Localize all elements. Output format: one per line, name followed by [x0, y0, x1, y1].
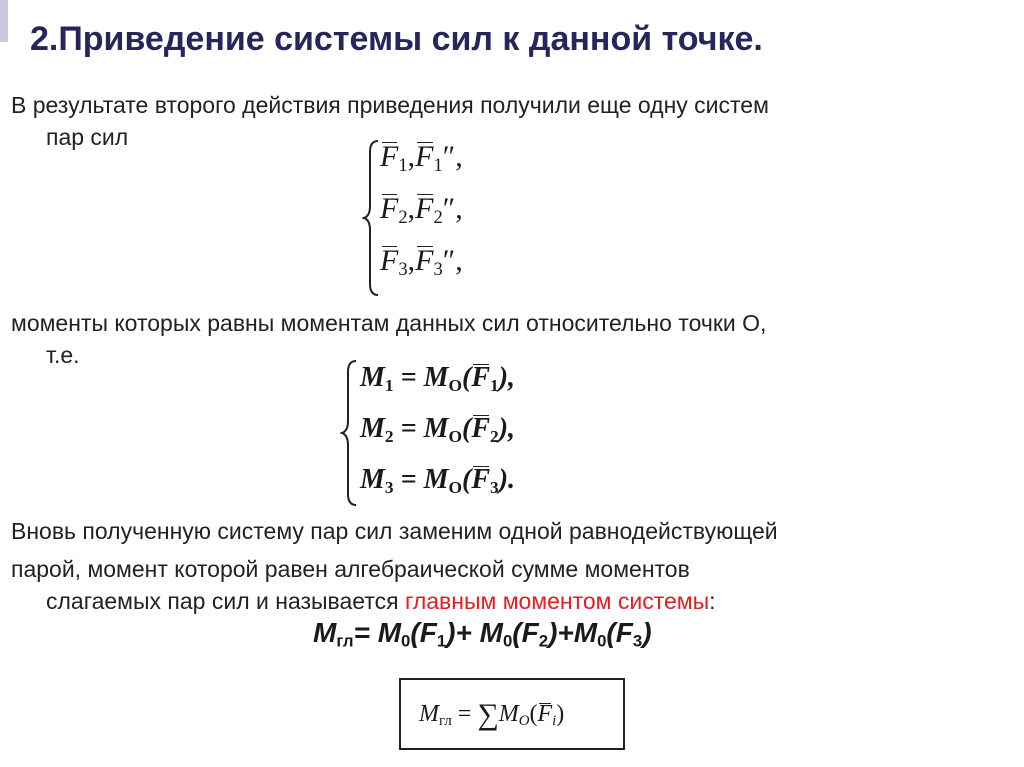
left-brace-icon	[362, 138, 382, 298]
para2-line2: т.е.	[46, 342, 80, 368]
moment-row-3: $M_3 = M_O$( $F_3$).	[360, 464, 516, 497]
para2-line1: моменты которых равны моментам данных сил относительно точки О,	[11, 310, 767, 336]
para3-line1: Вновь полученную систему пар сил заменим одной равнодействующей	[11, 518, 778, 544]
force-pair-row-1: $F_1$, $F_1''$,	[380, 140, 463, 177]
sum-formula: $M_{гл} = \sum M_O$( $F_i$)	[419, 698, 565, 731]
force-pair-row-3: $F_3$, $F_3''$,	[380, 244, 463, 281]
sigma-symbol: ∑	[477, 698, 499, 731]
slide-title: 2.Приведение системы сил к данной точке.	[30, 20, 763, 58]
main-moment-formula: $M_{гл}= M_0(F_1)+ M_0(F_2)+M_0(F_3)$	[313, 617, 652, 651]
main-moment-term: главным моментом системы	[404, 588, 710, 614]
moments-system	[340, 358, 600, 508]
para1-line2: пар сил	[46, 124, 129, 150]
para3-line2: парой, момент которой равен алгебраической сумме моментов	[11, 556, 690, 582]
moment-row-1: $M_1 = M_O$( $F_1$),	[360, 362, 516, 395]
force-pair-row-2: $F_2$, $F_2''$,	[380, 192, 463, 229]
force-pairs-system	[362, 138, 522, 300]
moment-row-2: $M_2 = M_O$( $F_2$),	[360, 413, 516, 446]
para1-line1: В результате второго действия приведения получили еще одну систем	[11, 92, 769, 118]
slide-corner-accent	[0, 0, 8, 42]
boxed-sum-formula	[399, 678, 625, 750]
left-brace-icon	[340, 358, 360, 508]
para3-line3: слагаемых пар сил и называется главным моментом системы:	[46, 588, 716, 614]
